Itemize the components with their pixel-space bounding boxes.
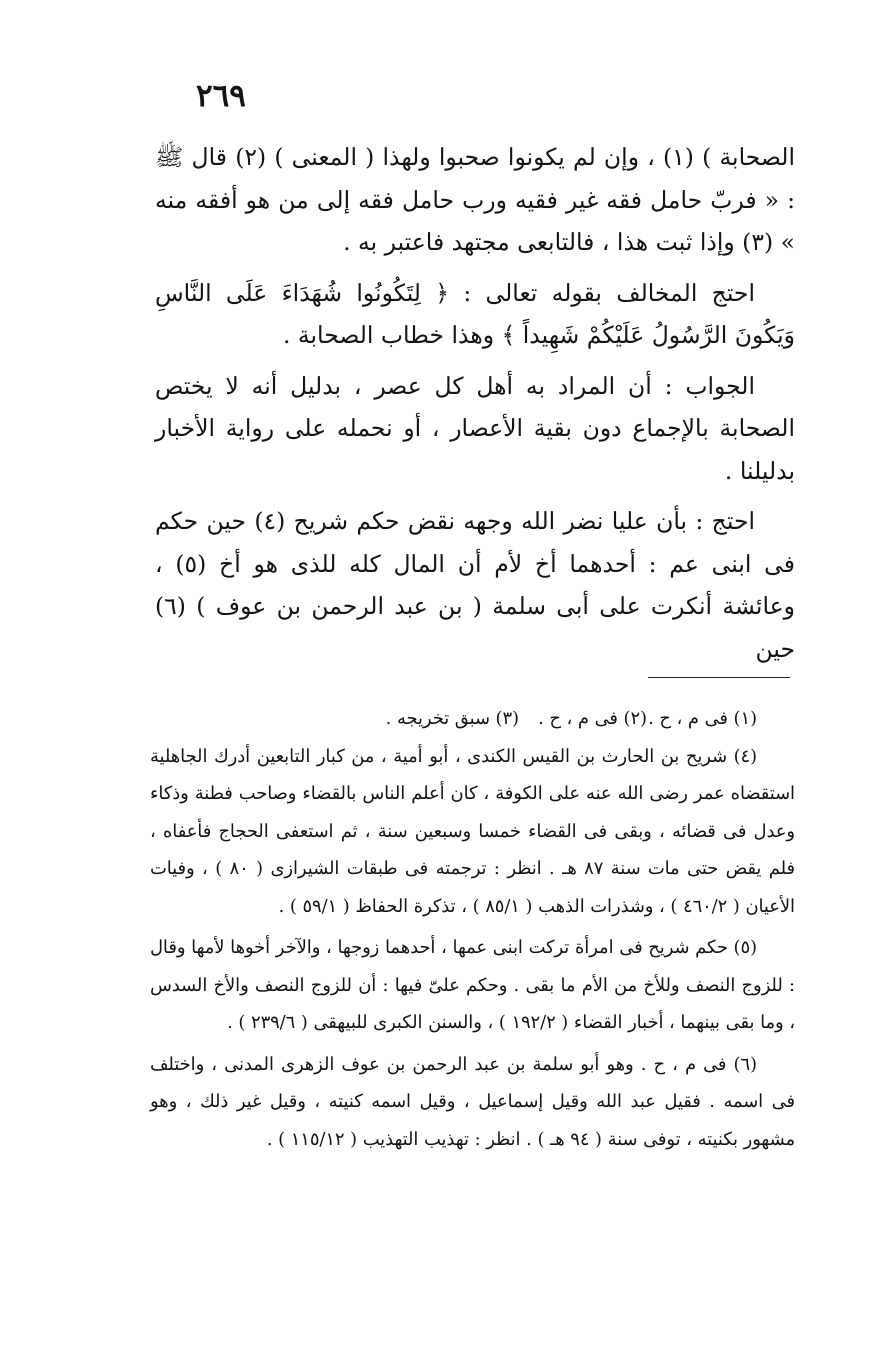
footnote-2: (٢) فى م ، ح .: [538, 708, 647, 729]
footnote-1: (١) فى م ، ح .: [648, 708, 757, 729]
paragraph-4: احتج : بأن عليا نضر الله وجهه نقض حكم شريح (٤) حين حكم فى ابنى عم : أحدهما أخ لأم أن المال كله للذى هو أخ (٥) ، وعائشة أنكرت على أبى سلمة ( بن عبد الرحمن بن عوف ) (٦) حين: [155, 507, 795, 663]
footnote-separator: [648, 677, 790, 678]
footnote-3: (٣) سبق تخريجه .: [385, 708, 519, 729]
footnote-4: (٤) شريح بن الحارث بن القيس الكندى ، أبو أمية ، من كبار التابعين أدرك الجاهلية استقضاه عمر رضى الله عنه على الكوفة ، كان أعلم الناس بالقضاء وصاحب فطنة وذكاء وعدل فى قضائه ، وبقى فى القضاء خمسا وسبعين سنة ، ثم استعفى الحجاج فأعفاه ، فلم يقض حتى مات سنة ٨٧ هـ . انظر : ترجمته فى طبقات الشيرازى ( ٨٠ ) ، وفيات الأعيان ( ٤٦٠/٢ ) ، وشذرات الذهب ( ٨٥/١ ) ، تذكرة الحفاظ ( ٥٩/١ ) .: [150, 745, 795, 917]
footnotes-row-1: [150, 700, 795, 738]
footnotes: [150, 700, 795, 1158]
paragraph-1: الصحابة ) (١) ، وإن لم يكونوا صحبوا ولهذا ( المعنى ) (٢) قال ﷺ : « فربّ حامل فقه غير فقيه ورب حامل فقه إلى من هو أفقه منه » (٣) وإذا ثبت هذا ، فالتابعى مجتهد فاعتبر به .: [155, 143, 795, 256]
footnote-6: (٦) فى م ، ح . وهو أبو سلمة بن عبد الرحمن بن عوف الزهرى المدنى ، واختلف فى اسمه . فقيل عبد الله وقيل إسماعيل ، وقيل اسمه كنيته ، وقيل غير ذلك ، وهو مشهور بكنيته ، توفى سنة ( ٩٤ هـ ) . انظر : تهذيب التهذيب ( ١١٥/١٢ ) .: [150, 1053, 795, 1150]
paragraph-2: احتج المخالف بقوله تعالى : ﴿ لِتَكُونُوا شُهَدَاءَ عَلَى النَّاسِ وَيَكُونَ الرَّسُولُ عَلَيْكُمْ شَهِيداً ﴾ وهذا خطاب الصحابة .: [155, 278, 795, 349]
page-number: ٢٦٩: [196, 78, 246, 114]
paragraph-3: الجواب : أن المراد به أهل كل عصر ، بدليل أنه لا يختص الصحابة بالإجماع دون بقية الأعصار ، أو نحمله على رواية الأخبار بدليلنا .: [155, 371, 795, 485]
main-text: [155, 136, 795, 678]
footnote-5: (٥) حكم شريح فى امرأة تركت ابنى عمها ، أحدهما زوجها ، والآخر أخوها لأمها وقال : للزوج النصف وللأخ من الأم ما بقى . وحكم علىّ فيها : أن للزوج النصف والأخ السدس ، وما بقى بينهما ، أخبار القضاء ( ١٩٢/٢ ) ، والسنن الكبرى للبيهقى ( ٢٣٩/٦ ) .: [150, 937, 795, 1033]
